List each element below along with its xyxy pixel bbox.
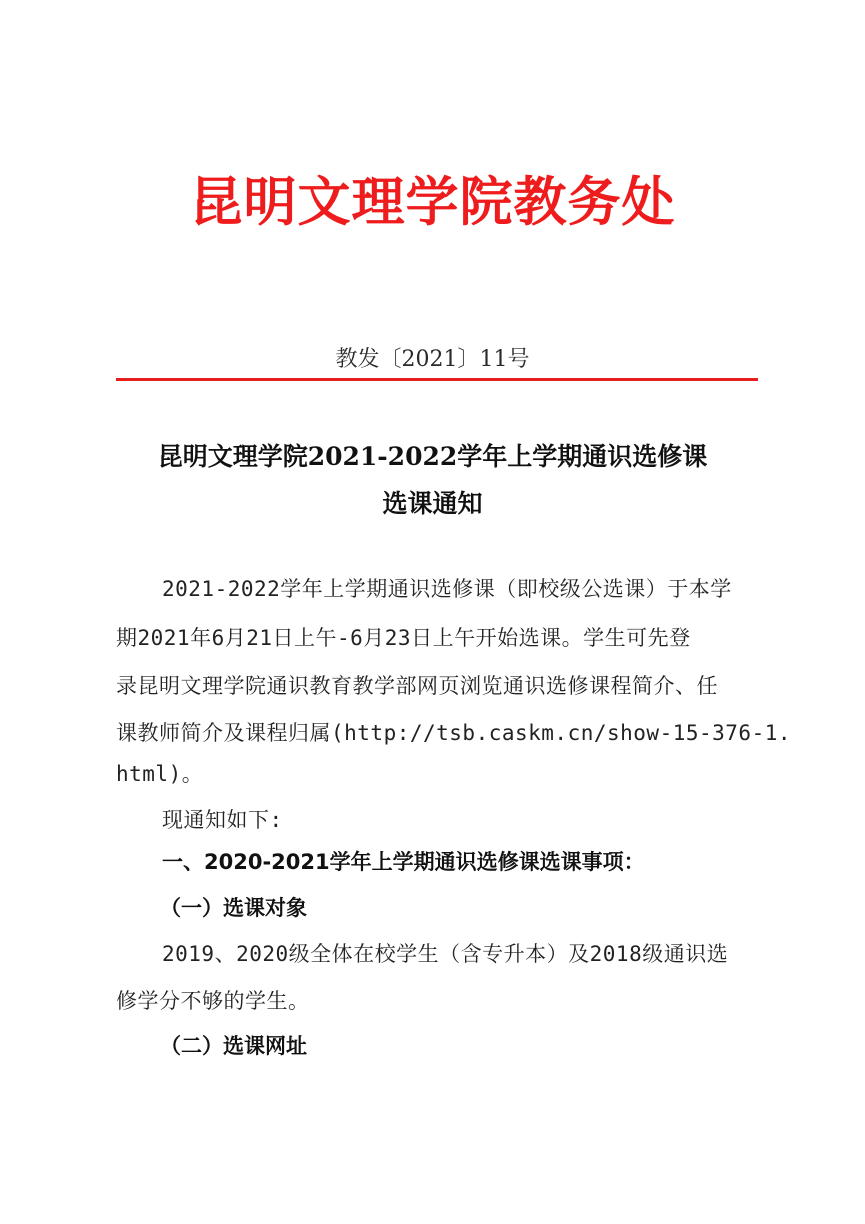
intro-line-2: 期2021年6月21日上午-6月23日上午开始选课。学生可先登	[116, 626, 691, 650]
subsection-1-line-1: 2019、2020级全体在校学生（含专升本）及2018级通识选	[162, 942, 729, 966]
intro-line-4: 课教师简介及课程归属(http://tsb.caskm.cn/show-15-376-1.	[116, 721, 792, 745]
subsection-1-heading: （一）选课对象	[160, 896, 307, 920]
lead-in-text: 现通知如下:	[162, 808, 283, 832]
document-number: 教发〔2021〕11号	[335, 347, 530, 372]
notice-title-line-1: 昆明文理学院2021-2022学年上学期通识选修课	[157, 442, 708, 471]
intro-line-3: 录昆明文理学院通识教育教学部网页浏览通识选修课程简介、任	[116, 674, 718, 698]
section-1-heading: 一、2020-2021学年上学期通识选修课选课事项：	[162, 850, 645, 874]
subsection-1-line-2: 修学分不够的学生。	[116, 989, 310, 1013]
notice-title-line-2: 选课通知	[382, 489, 483, 518]
issuing-office-title: 昆明文理学院教务处	[189, 171, 676, 233]
red-divider-line	[116, 378, 758, 381]
intro-line-5: html)。	[116, 762, 204, 786]
subsection-2-heading: （二）选课网址	[160, 1034, 307, 1058]
intro-line-1: 2021-2022学年上学期通识选修课（即校级公选课）于本学	[162, 577, 732, 601]
